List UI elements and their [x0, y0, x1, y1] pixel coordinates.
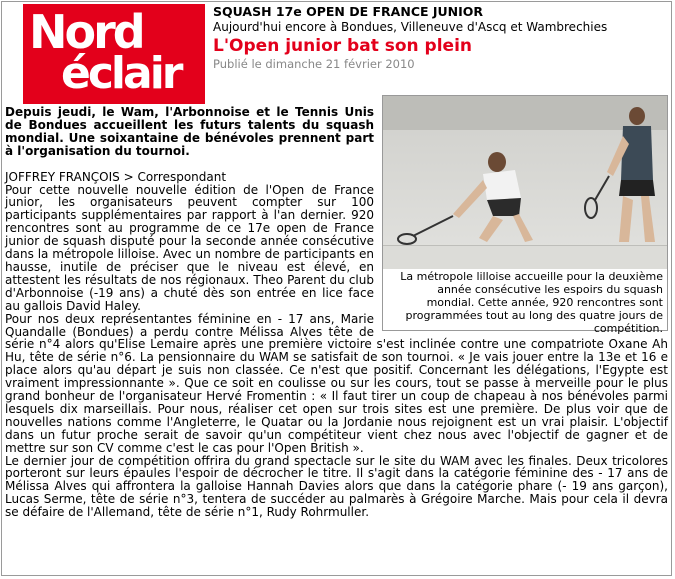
kicker: SQUASH 17e OPEN DE FRANCE JUNIOR — [213, 4, 484, 19]
subtitle: Aujourd'hui encore à Bondues, Villeneuve d'Ascq et Wambrechies — [213, 20, 608, 34]
nord-eclair-logo[interactable] — [23, 4, 205, 104]
publication-date: Publié le dimanche 21 février 2010 — [213, 57, 415, 71]
photo-caption: La métropole lilloise accueille pour la deuxième année consécutive les espoirs du squash mondial. Cette année, 920 rencontres sont programmées tout au long des quatre jours de compétition. — [383, 269, 667, 330]
paragraph-3: Le dernier jour de compétition offrira du grand spectacle sur le site du WAM avec les finales. Deux tricolores porteront sur leurs épaules l'espoir de décrocher le titre. Il s'agit dans la catégorie féminine des - 17 ans de Mélissa Alves qui affrontera la galloise Hannah Davies alors que dans la catégorie phare (- 19 ans garçon), Lucas Serme, tête de série n°3, tentera de succéder au palmarès à Grégoire Marche. Mais pour cela il devra se défaire de l'Allemand, tête de série n°1, Rudy Rohrmuller. — [5, 453, 668, 520]
headline: L'Open junior bat son plein — [213, 36, 473, 56]
byline: JOFFREY FRANÇOIS > Correspondant — [5, 169, 227, 184]
logo-line-1: Nord — [29, 5, 143, 59]
paragraph-2: Pour nos deux représentantes féminine en - 17 ans, Marie Quandalle (Bondues) a perdu contre Mélissa Alves tête de série n°4 alors qu'Elise Lemaire après une première victoire s'est inclinée contre une compatriote Oxane Ah Hu, tête de série n°6. La pensionnaire du WAM se satisfait de son tournoi. « Je vais jouer entre la 13e et 16 e place alors qu'au départ je suis non classée. Ce n'est que positif. Concernant les délégations, l'Egypte est vraiment impressionnante ». Que ce soit en coulisse ou sur les cours, tout se passe à merveille pour le plus grand bonheur de l'organisateur Hervé Fromentin : « Il faut tirer un coup de chapeau à nos bénévoles parmi lesquels dix marseillais. Pour nous, réaliser cet open sur trois sites est une première. De plus voir que de nouvelles nations comme l'Angleterre, le Quatar ou la Jordanie nous rejoignent est un vrai plaisir. L'objectif dans un futur proche serait de savoir qu'un compétiteur vient chez nous avec l'objectif de gagner et de mettre sur son CV comme c'est le cas pour l'Open British ». — [5, 311, 668, 455]
logo-line-2: éclair — [61, 48, 181, 99]
article-header — [213, 4, 663, 72]
article-lead: Depuis jeudi, le Wam, l'Arbonnoise et le Tennis Unis de Bondues accueillent les futurs talents du squash mondial. Une soixantaine de bénévoles prennent part à l'organisation du tournoi. — [5, 105, 374, 158]
paragraph-1: Pour cette nouvelle nouvelle édition de l'Open de France junior, les organisateurs peuvent compter sur 100 participants supplémentaires par rapport à l'an dernier. 920 rencontres sont au programme de ce 17e open de France junior de squash disputé pour la seconde année consécutive dans la métropole lilloise. Avec un nombre de participants en hausse, inutile de préciser que le niveau est élevé, en attestent les résultats de nos régionaux. Theo Parent du club d'Arbonnoise (-19 ans) a chuté dès son entrée en lice face au gallois David Haley. — [5, 182, 374, 313]
squash-photo — [382, 95, 668, 335]
article-body — [5, 106, 668, 519]
